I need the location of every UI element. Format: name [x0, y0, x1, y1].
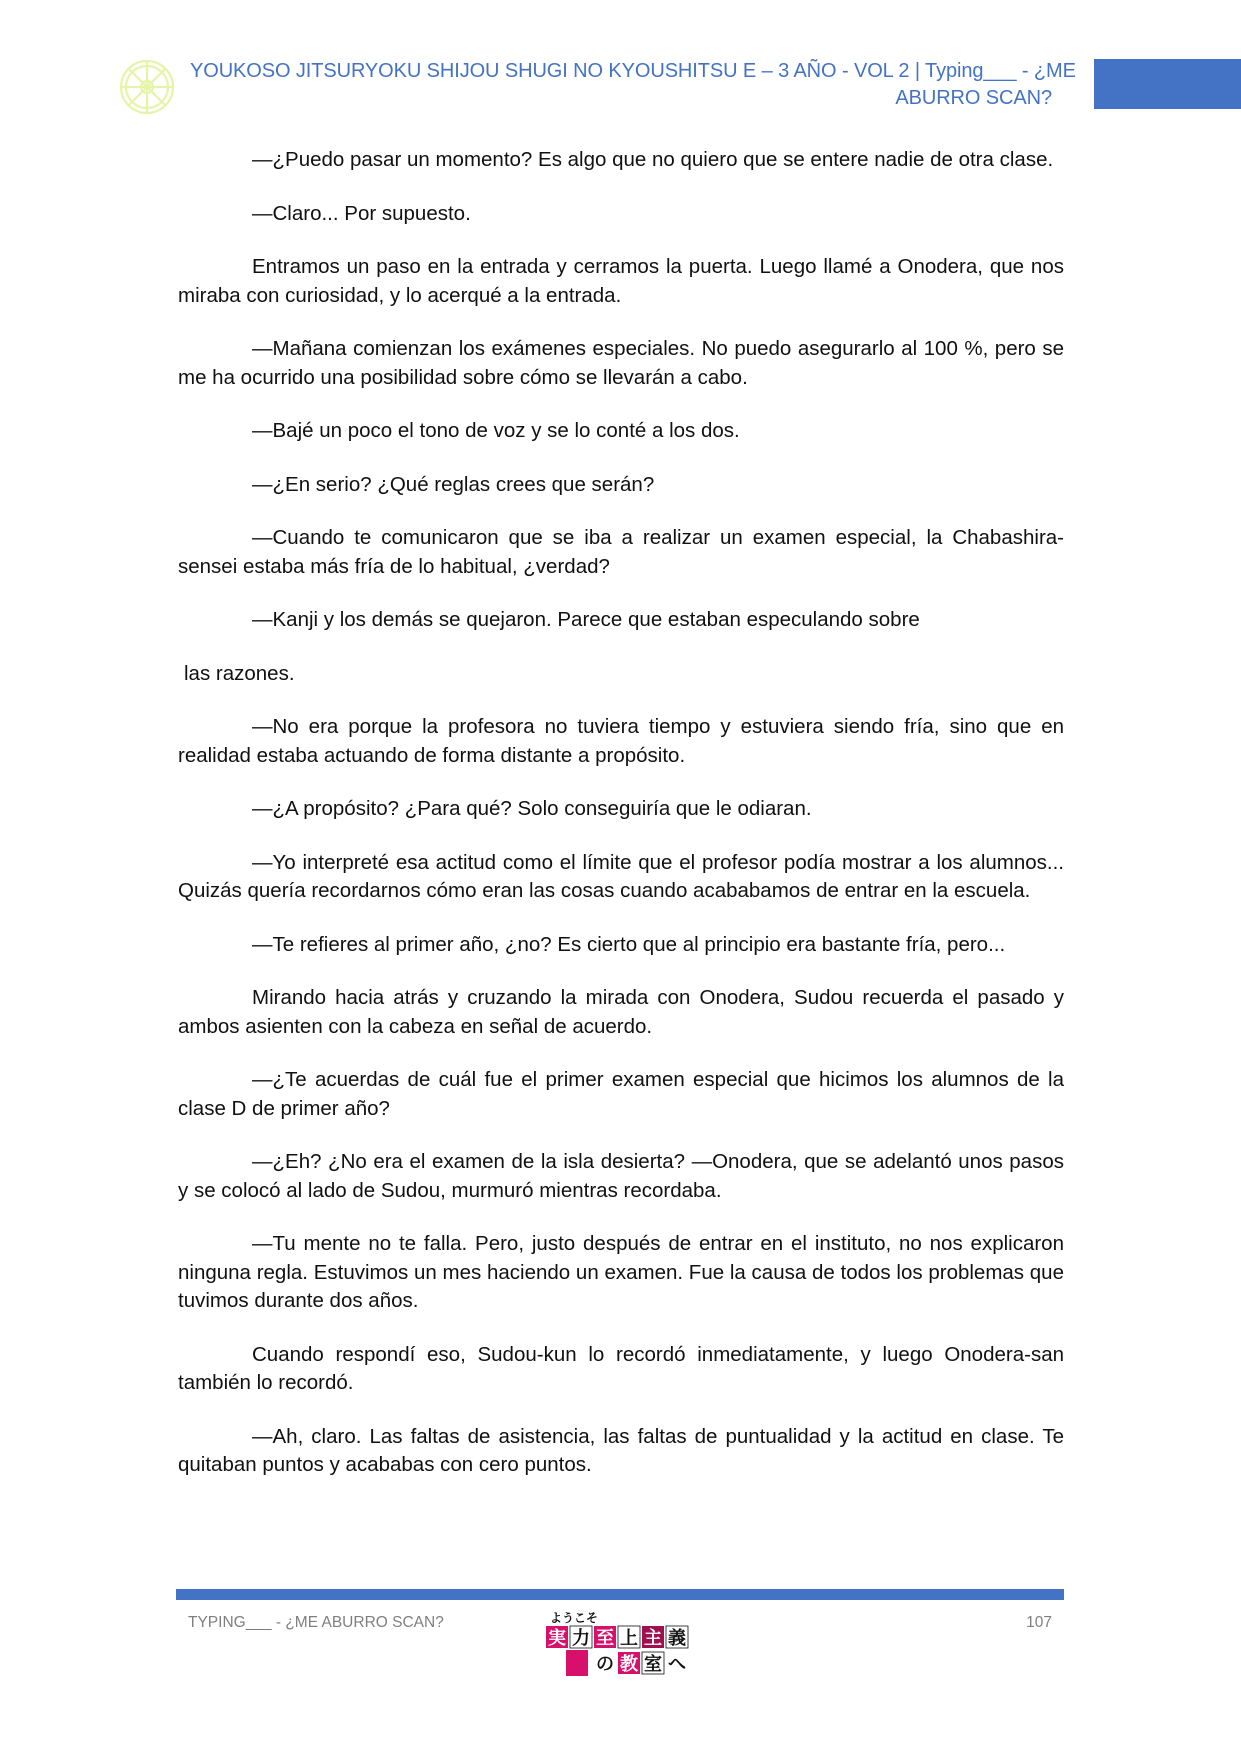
logo-bottom-row	[566, 1650, 686, 1676]
svg-text:力: 力	[572, 1628, 590, 1649]
paragraph: —Mañana comienzan los exámenes especiales. No puedo asegurarlo al 100 %, pero se me ha ocurrido una posibilidad sobre cómo se llevarán a cabo.	[178, 337, 1064, 389]
paragraph: —¿A propósito? ¿Para qué? Solo conseguiría que le odiaran.	[252, 797, 812, 820]
paragraph: —¿Eh? ¿No era el examen de la isla desierta? —Onodera, que se adelantó unos pasos y se colocó al lado de Sudou, murmuró mientras recordaba.	[178, 1150, 1064, 1202]
paragraph: —Kanji y los demás se quejaron. Parece que estaban especulando sobre	[252, 608, 920, 631]
svg-text:至: 至	[596, 1628, 614, 1649]
paragraph: —¿Puedo pasar un momento? Es algo que no quiero que se entere nadie de otra clase.	[252, 148, 1054, 171]
paragraph: Cuando respondí eso, Sudou-kun lo recordó inmediatamente, y luego Onodera-san también lo recordó.	[178, 1342, 1064, 1394]
paragraph: —¿En serio? ¿Qué reglas crees que serán?	[252, 472, 655, 496]
paragraph: —Claro... Por supuesto.	[252, 201, 471, 225]
logo-top-row	[546, 1626, 688, 1649]
paragraph: —¿Te acuerdas de cuál fue el primer examen especial que hicimos los alumnos de la clase D de primer año?	[178, 1068, 1064, 1120]
paragraph: —Cuando te comunicaron que se iba a realizar un examen especial, la Chabashira-sensei estaba más fría de lo habitual, ¿verdad?	[178, 526, 1064, 578]
paragraph: Entramos un paso en la entrada y cerramos la puerta. Luego llamé a Onodera, que nos miraba con curiosidad, y lo acerqué a la entrada.	[178, 255, 1064, 307]
footer-accent-bar	[176, 1589, 1064, 1600]
svg-text:室: 室	[644, 1654, 662, 1675]
svg-text:義: 義	[668, 1628, 686, 1649]
running-header-title	[190, 58, 1076, 112]
paragraph: —Te refieres al primer año, ¿no? Es cierto que al principio era bastante fría, pero...	[252, 932, 1006, 956]
body-text	[178, 146, 1064, 1505]
paragraph: —Ah, claro. Las faltas de asistencia, las faltas de puntualidad y la actitud en clase. Te quitaban puntos y acababas con cero puntos.	[178, 1424, 1064, 1476]
svg-text:の: の	[596, 1654, 614, 1675]
svg-text:上: 上	[620, 1628, 638, 1649]
svg-text:教: 教	[620, 1654, 638, 1675]
series-logo	[546, 1608, 694, 1678]
header-accent-bar	[1094, 59, 1241, 109]
paragraph: Mirando hacia atrás y cruzando la mirada con Onodera, Sudou recuerda el pasado y ambos asienten con la cabeza en señal de acuerdo.	[178, 986, 1064, 1038]
footer-credit: TYPING___ - ¿ME ABURRO SCAN?	[188, 1614, 444, 1631]
svg-text:実: 実	[548, 1628, 566, 1649]
dharma-wheel-icon	[118, 58, 176, 116]
page-number: 107	[1026, 1614, 1052, 1631]
header-title-line-2: ABURRO SCAN?	[895, 87, 1052, 109]
paragraph: las razones.	[184, 661, 295, 685]
paragraph: —Bajé un poco el tono de voz y se lo conté a los dos.	[252, 419, 740, 442]
svg-text:主: 主	[644, 1628, 662, 1649]
paragraph: —Tu mente no te falla. Pero, justo después de entrar en el instituto, no nos explicaron ninguna regla. Estuvimos un mes haciendo un examen. Fue la causa de todos los problemas que tuvimos durante dos años.	[178, 1232, 1064, 1312]
logo-kana: ようこそ	[550, 1611, 599, 1625]
svg-text:へ: へ	[668, 1654, 686, 1675]
paragraph: —Yo interpreté esa actitud como el límite que el profesor podía mostrar a los alumnos... Quizás quería recordarnos cómo eran las cosas cuando acababamos de entrar en la escuela.	[178, 850, 1064, 902]
header-title-line-1: YOUKOSO JITSURYOKU SHIJOU SHUGI NO KYOUSHITSU E – 3 AÑO - VOL 2 | Typing___ - ¿ME	[190, 60, 1076, 82]
paragraph: —No era porque la profesora no tuviera tiempo y estuviera siendo fría, sino que en realidad estaba actuando de forma distante a propósito.	[178, 715, 1064, 767]
